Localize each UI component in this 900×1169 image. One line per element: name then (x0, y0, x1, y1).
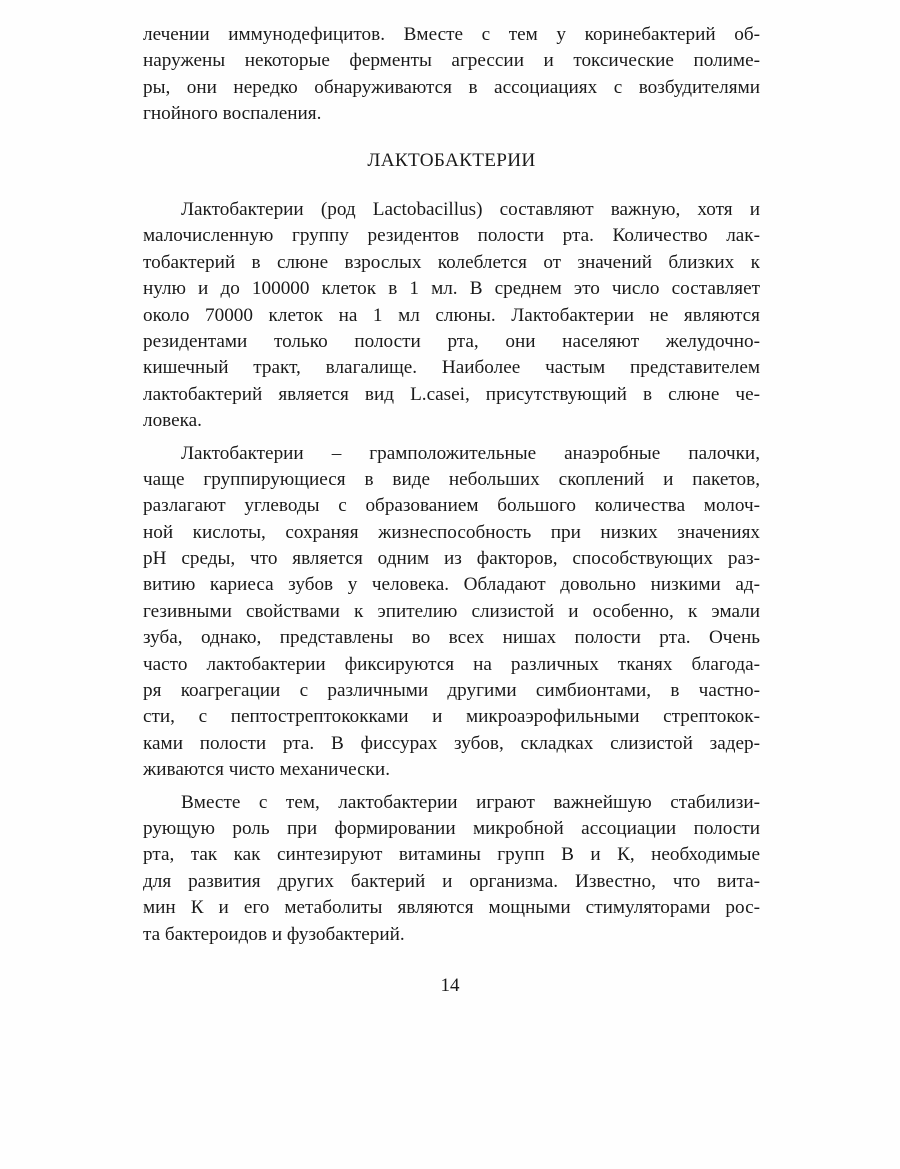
paragraph-line: нулю и до 100000 клеток в 1 мл. В среднем это число составляет (143, 278, 760, 300)
paragraph-3 (143, 790, 760, 948)
paragraph-line: лактобактерий является вид L.casei, присутствующий в слюне че- (143, 383, 760, 405)
paragraph-line: малочисленную группу резидентов полости рта. Количество лак- (143, 225, 760, 247)
intro-line: наружены некоторые ферменты агрессии и токсические полиме- (143, 50, 760, 72)
paragraph-line: ловека. (143, 410, 202, 432)
paragraph-line: чаще группирующиеся в виде небольших скоплений и пакетов, (143, 468, 760, 490)
paragraph-line: рующую роль при формировании микробной ассоциации полости (143, 817, 760, 839)
paragraph-line: резидентами только полости рта, они населяют желудочно- (143, 330, 760, 352)
paragraph-line: около 70000 клеток на 1 мл слюны. Лактобактерии не являются (143, 304, 760, 326)
paragraph-line: Лактобактерии (род Lactobacillus) составляют важную, хотя и (181, 199, 760, 220)
paragraph-line: рта, так как синтезируют витамины групп В и К, необходимые (143, 844, 760, 866)
intro-paragraph (143, 22, 760, 128)
paragraph-line: витию кариеса зубов у человека. Обладают довольно низкими ад- (143, 574, 760, 596)
paragraph-line: та бактероидов и фузобактерий. (143, 923, 405, 945)
intro-line: лечении иммунодефицитов. Вместе с тем у коринебактерий об- (143, 24, 760, 45)
intro-line: ры, они нередко обнаруживаются в ассоциациях с возбудителями (143, 76, 760, 98)
body-text (143, 197, 760, 954)
paragraph-line: тобактерий в слюне взрослых колеблется от значений близких к (143, 251, 760, 273)
paragraph-line: мин К и его метаболиты являются мощными стимуляторами рос- (143, 897, 760, 919)
paragraph-line: сти, с пептострептококками и микроаэрофильными стрептокок- (143, 706, 760, 728)
paragraph-line: разлагают углеводы с образованием большого количества молоч- (143, 495, 760, 517)
paragraph-line: Лактобактерии – грамположительные анаэробные палочки, (181, 442, 760, 464)
paragraph-line: кишечный тракт, влагалище. Наиболее частым представителем (143, 357, 760, 379)
intro-line: гнойного воспаления. (143, 103, 322, 125)
paragraph-line: pH среды, что является одним из факторов, способствующих раз- (143, 548, 760, 570)
paragraph-line: Вместе с тем, лактобактерии играют важнейшую стабилизи- (181, 791, 760, 813)
page-number: 14 (440, 975, 460, 996)
paragraph-1 (143, 197, 760, 435)
paragraph-line: ками полости рта. В фиссурах зубов, складках слизистой задер- (143, 732, 760, 754)
paragraph-line: для развития других бактерий и организма. Известно, что вита- (143, 870, 760, 892)
paragraph-line: ря коагрегации с различными другими симбионтами, в частно- (143, 680, 760, 702)
paragraph-2 (143, 441, 760, 784)
paragraph-line: часто лактобактерии фиксируются на различных тканях благода- (143, 653, 760, 675)
paragraph-line: зуба, однако, представлены во всех нишах полости рта. Очень (143, 627, 760, 649)
section-heading: ЛАКТОБАКТЕРИИ (367, 150, 536, 171)
paragraph-line: ной кислоты, сохраняя жизнеспособность при низких значениях (143, 521, 760, 543)
paragraph-line: гезивными свойствами к эпителию слизистой и особенно, к эмали (143, 600, 760, 622)
paragraph-line: живаются чисто механически. (143, 759, 390, 781)
